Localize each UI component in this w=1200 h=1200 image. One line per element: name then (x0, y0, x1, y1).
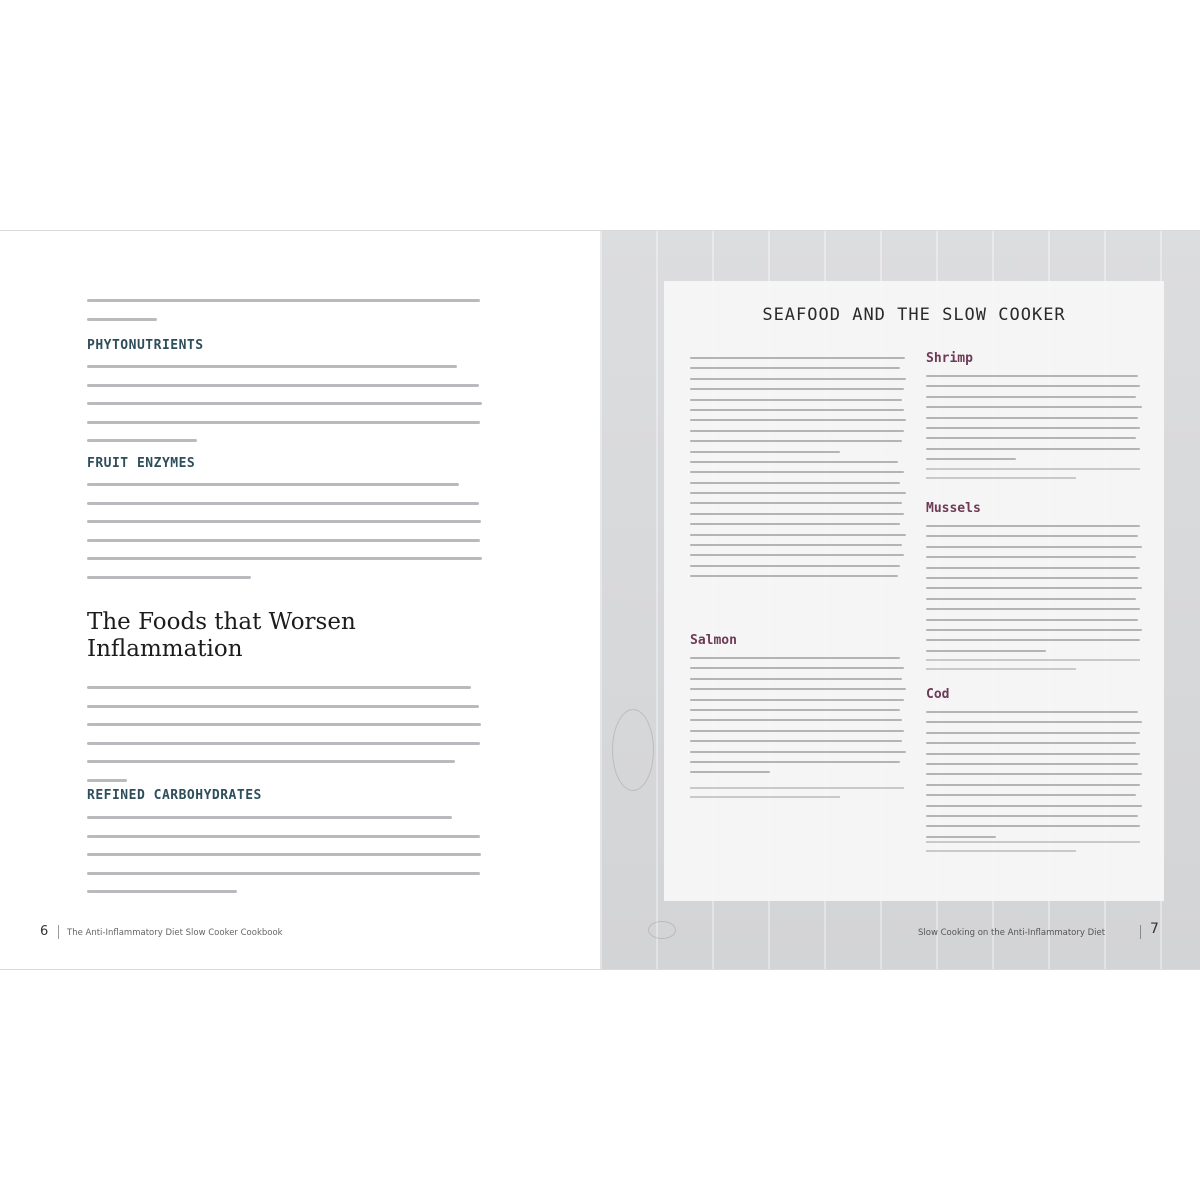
refined-carbs-paragraph (87, 816, 481, 909)
fruit-enzymes-heading: FRUIT ENZYMES (87, 456, 196, 471)
mussels-pairings (926, 659, 1140, 677)
wood-knot (648, 921, 676, 939)
sidebar-title: SEAFOOD AND THE SLOW COOKER (762, 305, 1066, 325)
shrimp-pairings (926, 468, 1140, 486)
foods-worsen-paragraph (87, 686, 481, 797)
left-page (0, 231, 600, 969)
right-page (600, 231, 1200, 969)
page-number-right: 7 (1150, 921, 1159, 937)
folio-divider (58, 925, 59, 939)
shrimp-paragraph (926, 375, 1142, 469)
phytonutrients-paragraph (87, 365, 482, 458)
cod-heading: Cod (926, 687, 950, 702)
intro-paragraph (87, 299, 480, 336)
phytonutrients-heading: PHYTONUTRIENTS (87, 338, 204, 353)
book-spread (0, 230, 1200, 970)
folio-divider (1140, 925, 1141, 939)
cod-paragraph (926, 711, 1142, 846)
chapter-heading: The Foods that Worsen Inflammation (87, 609, 356, 662)
running-footer-left: The Anti-Inflammatory Diet Slow Cooker Cookbook (67, 928, 283, 938)
page-number-left: 6 (40, 924, 49, 939)
shrimp-heading: Shrimp (926, 351, 973, 366)
refined-carbs-heading: REFINED CARBOHYDRATES (87, 788, 262, 803)
mussels-heading: Mussels (926, 501, 981, 516)
salmon-paragraph (690, 657, 906, 782)
salmon-pairings (690, 787, 904, 805)
cod-pairings (926, 841, 1140, 859)
running-footer-right: Slow Cooking on the Anti-Inflammatory Diet (918, 928, 1106, 938)
fruit-enzymes-paragraph (87, 483, 482, 594)
sidebar-intro-paragraph (690, 357, 906, 586)
wood-knot (612, 709, 654, 791)
salmon-heading: Salmon (690, 633, 737, 648)
seafood-sidebar (664, 281, 1164, 901)
mussels-paragraph (926, 525, 1142, 660)
